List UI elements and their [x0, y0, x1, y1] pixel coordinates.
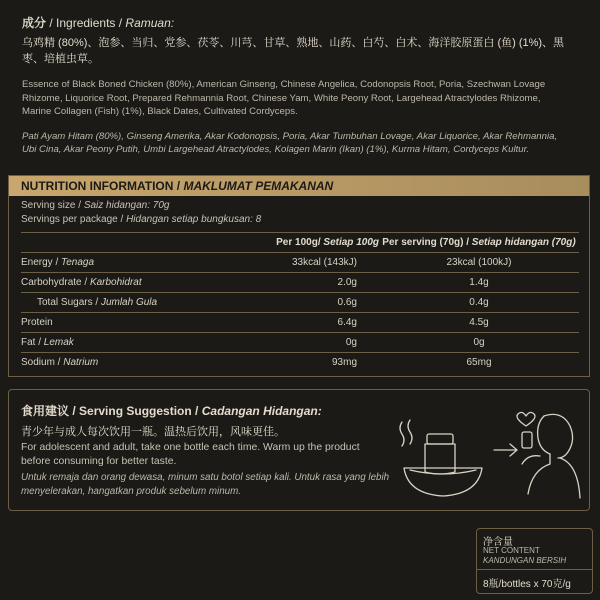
nutrient-ms: Natrium: [63, 357, 99, 368]
per-serving-header: [379, 233, 579, 253]
nutrition-title-bar: NUTRITION INFORMATION / MAKLUMAT PEMAKANAN: [9, 176, 589, 196]
ingredients-en: [22, 78, 582, 119]
table-row: [21, 313, 579, 333]
ingredients-ms-line: Ubi Cina, Akar Peony Putih, Umbi Largehead Atractylodes, Kolagen Marin (Ikan) (1%), Kurma Hitam, Cordyceps Kultur.: [22, 144, 530, 155]
net-content-box: [476, 528, 593, 594]
value-per-100g: 0g: [237, 333, 379, 353]
value-per-100g: 0.6g: [237, 293, 379, 313]
value-per-serving: 1.4g: [379, 273, 579, 293]
ingredients-zh-line: 枣、培植虫草。: [22, 53, 99, 65]
nutrition-panel: [8, 175, 590, 377]
steam-icon: [400, 422, 404, 446]
bottle-icon: [427, 434, 453, 444]
serving-illustration: [394, 398, 584, 508]
per-100g-ms: Setiap 100g: [323, 237, 379, 248]
ingredients-title-ms: Ramuan:: [125, 16, 175, 30]
net-content-ms: KANDUNGAN BERSIH: [483, 556, 567, 565]
ingredients-title-zh: 成分: [22, 16, 47, 30]
nutrient-en: Protein: [21, 317, 53, 328]
divider: [477, 569, 592, 570]
nutrient-en: Fat: [21, 337, 36, 348]
serving-text-en: For adolescent and adult, take one bottle each time. Warm up the product before consuming for better taste.: [21, 442, 360, 467]
ingredients-en-line: Essence of Black Boned Chicken (80%), American Ginseng, Chinese Angelica, Codonopsis Root, Poria, Szechwan Lovage: [22, 79, 546, 90]
serving-text-zh: 青少年与成人每次饮用一瓶。温热后饮用，风味更佳。: [21, 426, 285, 438]
ingredients-zh: [22, 35, 582, 67]
serving-size-ms: Saiz hidangan: 70g: [83, 200, 170, 211]
value-per-100g: 93mg: [331, 357, 357, 368]
serving-title-en: Serving Suggestion: [79, 404, 192, 418]
per-100g-en: Per 100g/: [276, 237, 321, 248]
ingredients-title-en: Ingredients: [56, 16, 116, 30]
servings-per-package: Servings per package / Hidangan setiap bungkusan: 8: [21, 214, 262, 225]
nutrient-name: Sodium / Natrium: [21, 357, 99, 368]
value-per-serving: 23kcal (100kJ): [379, 253, 579, 273]
serving-heading: 食用建议 / Serving Suggestion / Cadangan Hidangan:: [21, 404, 322, 418]
value-per-serving: 4.5g: [379, 313, 579, 333]
ingredients-en-line: Marine Collagen (Fish) (1%), Black Dates, Cultivated Cordyceps.: [22, 106, 298, 117]
servings-ms: Hidangan setiap bungkusan: 8: [126, 214, 262, 225]
table-row: [21, 333, 579, 353]
ingredients-ms-line: Pati Ayam Hitam (80%), Ginseng Amerika, Akar Kodonopsis, Poria, Akar Tumbuhan Lovage, Akar Liquorice, Akar Rehmannia,: [22, 130, 558, 142]
per-100g-header: [237, 233, 379, 253]
value-per-serving: 0g: [379, 333, 579, 353]
value-per-serving: 0.4g: [379, 293, 579, 313]
value-per-100g: 33kcal (143kJ): [237, 253, 379, 273]
per-serving-ms: Setiap hidangan (70g): [471, 237, 576, 248]
serving-title-ms: Cadangan Hidangan:: [201, 404, 322, 418]
nutrient-col-header: [21, 233, 237, 253]
nutrient-name: Carbohydrate / Karbohidrat: [21, 273, 237, 293]
nutrient-ms: Lemak: [43, 337, 74, 348]
serving-title-zh: 食用建议: [21, 404, 70, 418]
nutrient-name: Fat / Lemak: [21, 333, 237, 353]
serving-suggestion-panel: [8, 389, 590, 511]
servings-en: Servings per package: [21, 214, 118, 225]
nutrient-ms: Jumlah Gula: [100, 297, 158, 308]
nutrition-header-row: [21, 233, 579, 253]
nutrient-en: Sodium: [21, 357, 55, 368]
serving-text-ms: Untuk remaja dan orang dewasa, minum satu botol setiap kali. Untuk rasa yang lebih menyelerakan, hangatkan produk sebelum minum.: [21, 472, 390, 497]
nutrient-en: Energy: [21, 257, 53, 268]
ingredients-en-line: Rhizome, Liquorice Root, Prepared Rehmannia Root, Chinese Yam, White Peony Root, Largehead Atractylodes Rhizome,: [22, 92, 541, 104]
nutrient-name: [21, 313, 237, 333]
net-content-zh: 净含量: [483, 537, 513, 548]
table-row: [21, 353, 579, 373]
table-row: [21, 273, 579, 293]
nutrient-en: Total Sugars: [37, 297, 93, 308]
nutrient-ms: Tenaga: [61, 257, 95, 268]
person-icon: [544, 414, 573, 458]
table-row: [21, 253, 579, 273]
net-content-en: NET CONTENT: [483, 546, 540, 555]
nutrient-en: Carbohydrate: [21, 277, 82, 288]
value-per-serving: 65mg: [466, 357, 492, 368]
table-row: [21, 293, 579, 313]
nutrient-name: Energy / Tenaga: [21, 253, 237, 273]
ingredients-heading: 成分 / Ingredients / Ramuan:: [22, 16, 175, 30]
bowl-icon: [404, 468, 482, 496]
nutrition-table: [21, 232, 579, 372]
nutrition-serving-info: [9, 199, 589, 227]
per-serving-en: Per serving (70g) /: [382, 237, 469, 248]
arrow-right-icon: [494, 444, 517, 456]
nutrient-ms: Karbohidrat: [89, 277, 142, 288]
heart-icon: [517, 412, 535, 426]
value-per-100g: 6.4g: [237, 313, 379, 333]
ingredients-ms: [22, 130, 582, 157]
serving-size-en: Serving size: [21, 200, 76, 211]
value-per-100g: 2.0g: [237, 273, 379, 293]
serving-size: Serving size / Saiz hidangan: 70g: [21, 200, 170, 211]
ingredients-zh-line: 乌鸡精 (80%)、泡参、当归、党参、茯苓、川芎、甘草、熟地、山药、白芍、白术、海洋胶原蛋白 (鱼) (1%)、黑: [22, 37, 565, 49]
nutrient-name: Total Sugars / Jumlah Gula: [21, 293, 237, 313]
net-content-value: 8瓶/bottles x 70克/g: [483, 579, 571, 590]
ingredients-section: [22, 14, 582, 157]
nutrition-title-en: NUTRITION INFORMATION: [21, 179, 174, 193]
nutrition-title-ms: MAKLUMAT PEMAKANAN: [183, 179, 334, 193]
